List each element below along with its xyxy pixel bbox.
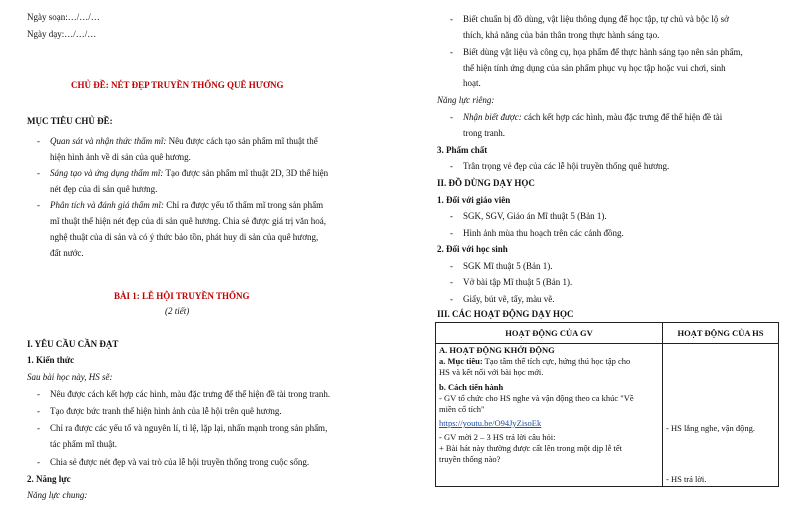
general-item-1-line-1: Biết chuẩn bị đồ dùng, vật liệu thông dụng để học tập, tự chủ và bộc lộ sở [463,14,729,24]
student-item-3: Giấy, bút vẽ, tẩy, màu vẽ. [463,294,555,304]
bullet-dash: - [37,457,40,467]
bullet-dash: - [37,423,40,433]
specific-ability-label: Năng lực riêng: [437,95,495,105]
table-header-row [436,323,779,344]
bullet-dash: - [37,136,40,146]
bullet-dash: - [37,406,40,416]
step1-line-2: miền cổ tích" [439,404,485,414]
question-line-1: + Bài hát này thường được cất lên trong một dịp lễ tết [439,443,623,453]
step2-line: - GV mời 2 – 3 HS trả lời câu hỏi: [439,432,556,442]
knowledge-item-3-line-2: tác phẩm mĩ thuật. [50,439,117,449]
tools-heading: II. ĐỒ DÙNG DẠY HỌC [437,178,535,188]
general-item-2-line-2: thể hiện tính ứng dụng của sản phẩm phục vụ học tập hoặc vui chơi, sinh [463,63,726,73]
bullet-dash: - [450,161,453,171]
table-row [436,344,779,487]
goal-item-2-line-2: nét đẹp của di sản quê hương. [50,184,158,194]
activities-table [435,322,779,487]
specific-item-line-1: Nhận biết được: cách kết hợp các hình, màu đặc trưng để thể hiện đề tài [463,112,723,122]
bullet-dash: - [37,200,40,210]
method-heading: b. Cách tiến hành [439,382,504,392]
knowledge-item-1: Nêu được cách kết hợp các hình, màu đặc trưng để thể hiện đề tài trong tranh. [50,389,331,399]
bullet-dash: - [450,211,453,221]
general-item-2-line-1: Biết dùng vật liệu và công cụ, họa phẩm để thực hành sáng tạo nên sản phẩm, [463,47,743,57]
goal-item-3-line-4: đất nước. [50,248,84,258]
student-response-1: - HS lắng nghe, vận động. [666,423,756,433]
topic-title: CHỦ ĐỀ: NÉT ĐẸP TRUYỀN THỐNG QUÊ HƯƠNG [71,80,284,90]
lesson-periods: (2 tiết) [165,306,190,316]
general-item-1-line-2: thích, khả năng của bản thân trong thực hành sáng tạo. [463,30,660,40]
bullet-dash: - [450,112,453,122]
youtube-link[interactable]: https://youtu.be/O94JyZisoEk [439,418,542,428]
teacher-heading: 1. Đối với giáo viên [437,195,511,205]
requirements-heading: I. YÊU CẦU CẦN ĐẠT [27,339,119,349]
student-item-1: SGK Mĩ thuật 5 (Bản 1). [463,261,553,271]
bullet-dash: - [450,294,453,304]
question-line-2: truyền thống nào? [439,454,501,464]
teacher-item-1: SGK, SGV, Giáo án Mĩ thuật 5 (Bản 1). [463,211,607,221]
step1-line-1: - GV tổ chức cho HS nghe và vận động theo ca khúc "Về [439,393,634,403]
bullet-dash: - [450,277,453,287]
knowledge-heading: 1. Kiến thức [27,355,75,365]
goal-line-1: a. Mục tiêu: Tạo tâm thế tích cực, hứng thú học tập cho [439,356,631,366]
bullet-dash: - [37,389,40,399]
student-item-2: Vở bài tập Mĩ thuật 5 (Bản 1). [463,277,573,287]
bullet-dash: - [450,14,453,24]
student-heading: 2. Đối với học sinh [437,244,508,254]
startup-heading: A. HOẠT ĐỘNG KHỞI ĐỘNG [439,345,555,355]
col-header-student: HOẠT ĐỘNG CỦA HS [663,323,779,344]
bullet-dash: - [450,47,453,57]
general-ability-label: Năng lực chung: [27,490,88,500]
after-lesson-intro: Sau bài học này, HS sẽ: [27,372,113,382]
knowledge-item-3-line-1: Chỉ ra được các yếu tố và nguyên lí, tỉ lệ, lặp lại, nhấn mạnh trong sản phẩm, [50,423,328,433]
goal-item-3-line-2: mĩ thuật thể hiện nét đẹp của di sản quê hương. Chia sẻ được giá trị văn hoá, [50,216,326,226]
knowledge-item-2: Tạo được bức tranh thể hiện hình ảnh của lễ hội trên quê hương. [50,406,282,416]
goal-heading: MỤC TIÊU CHỦ ĐỀ: [27,116,113,126]
goal-item-1-line-1: Quan sát và nhận thức thẩm mĩ: Nêu được cách tạo sản phẩm mĩ thuật thể [50,136,318,146]
lesson-title: BÀI 1: LỄ HỘI TRUYỀN THỐNG [114,291,250,301]
ability-heading: 2. Năng lực [27,474,71,484]
activities-heading: III. CÁC HOẠT ĐỘNG DẠY HỌC [437,309,574,319]
teacher-activity-cell [436,344,663,487]
knowledge-item-4: Chia sẻ được nét đẹp và vai trò của lễ hội truyền thống trong cuộc sống. [50,457,310,467]
bullet-dash: - [450,228,453,238]
general-item-2-line-3: hoạt. [463,78,481,88]
student-activity-cell [663,344,779,487]
goal-item-3-line-1: Phân tích và đánh giá thẩm mĩ: Chỉ ra được yếu tố thẩm mĩ trong sản phẩm [50,200,324,210]
date-prepared: Ngày soạn:…/…/… [27,12,100,22]
col-header-teacher: HOẠT ĐỘNG CỦA GV [436,323,663,344]
specific-item-line-2: trong tranh. [463,128,505,138]
quality-item: Trân trọng vẻ đẹp của các lễ hội truyền thống quê hương. [463,161,670,171]
goal-line-2: HS và kết nối với bài học mới. [439,367,544,377]
goal-item-2-line-1: Sáng tạo và ứng dụng thẩm mĩ: Tạo được sản phẩm mĩ thuật 2D, 3D thể hiện [50,168,329,178]
bullet-dash: - [37,168,40,178]
quality-heading: 3. Phẩm chất [437,145,488,155]
student-response-2: - HS trả lời. [666,474,707,484]
bullet-dash: - [450,261,453,271]
goal-item-3-line-3: nghệ thuật của di sản và có ý thức bảo tồn, phát huy di sản của quê hương, [50,232,319,242]
teacher-item-2: Hình ảnh mùa thu hoạch trên các cánh đồng. [463,228,624,238]
goal-item-1-line-2: hiện hình ảnh về di sản của quê hương. [50,152,191,162]
date-taught: Ngày dạy:…/…/… [27,29,97,39]
